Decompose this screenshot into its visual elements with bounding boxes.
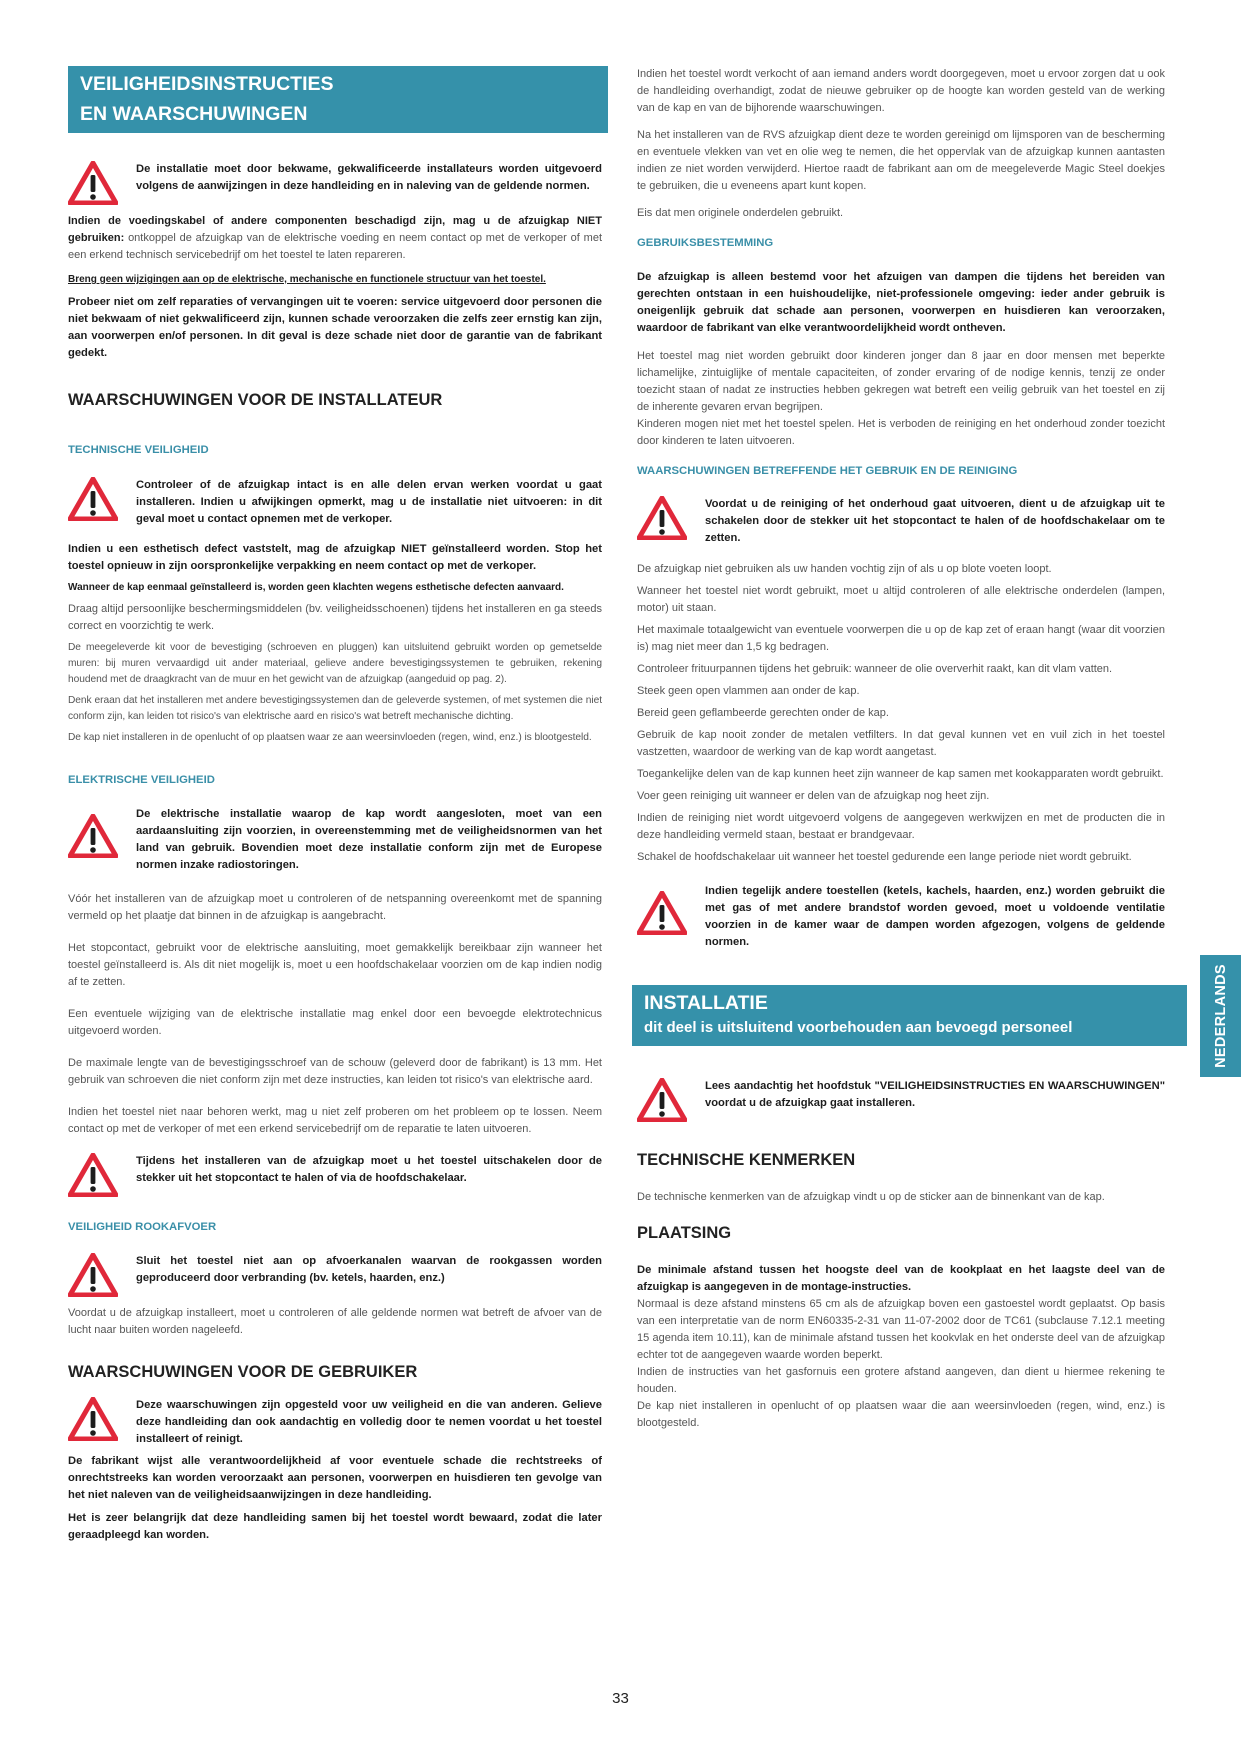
warning-check-intact-text: Controleer of de afzuigkap intact is en alle delen ervan werken voordat u gaat installeren. Indien u afwijkingen opmerkt, mag u de installatie niet uitvoeren: in dit geval moet u contact opnemen met de verkoper.	[136, 479, 602, 525]
power-cable-paragraph	[68, 213, 602, 264]
children-text: Het toestel mag niet worden gebruikt door kinderen jonger dan 8 jaar en door mensen met beperkte lichamelijke, zintuiglijke of mentale capaciteiten, of zonder ervaring of de nodige kennis, tenzij ze onder toezicht staan of nadat ze instructies hebben gekregen wat betreft een veilig gebruik van het toestel en zij de inherente gevaren ervan begrijpen.	[637, 350, 1165, 413]
installer-heading: WAARSCHUWINGEN VOOR DE INSTALLATEUR	[68, 391, 443, 409]
sold-on-text: Indien het toestel wordt verkocht of aan iemand anders wordt doorgegeven, moet u ervoor zorgen dat u ook de handleiding overhandigt, zodat de nieuwe gebruiker op de hoogte kan worden gesteld van de werking van de kap en van de bijhorende waarschuwingen.	[637, 68, 1165, 114]
aesthetic-defect-text: Indien u een esthetisch defect vaststelt, mag de afzuigkap NIET geïnstalleerd worden. Stop het toestel opnieuw in zijn oorspronkelijke verpakking en neem contact op met de verkoper.	[68, 543, 602, 572]
technical-features-heading: TECHNISCHE KENMERKEN	[637, 1151, 856, 1169]
intended-use-heading: GEBRUIKSBESTEMMING	[637, 237, 774, 249]
no-complaints-text: Wanneer de kap eenmaal geïnstalleerd is, worden geen klachten wegens esthetische defecten aanvaard.	[68, 582, 564, 593]
hot-parts-text: Toegankelijke delen van de kap kunnen heet zijn wanneer de kap samen met kookapparaten wordt gebruikt.	[637, 768, 1164, 780]
warning-triangle-icon	[637, 1078, 693, 1122]
keep-manual-text: Het is zeer belangrijk dat deze handleiding samen bij het toestel wordt bewaard, zodat die later geraadpleegd kan worden.	[68, 1512, 602, 1541]
placement-gas-text: Indien de instructies van het gasfornuis een grotere afstand aangeven, dan dient u hiermee rekening te houden.	[637, 1366, 1165, 1395]
warning-block-gas	[637, 883, 1165, 951]
screw-length-text: De maximale lengte van de bevestigingsschroef van de schouw (geleverd door de fabrikant) is 13 mm. Het gebruik van schroeven die niet conform zijn met deze instructies, kan leiden tot risico's van elektrische aard.	[68, 1057, 602, 1086]
other-systems-text: Denk eraan dat het installeren met andere bevestigingssystemen dan de geleverde systemen, of met systemen die niet conform zijn, kan leiden tot risico's van elektrische aard en risico's wat betreft mechanische dichting.	[68, 695, 602, 722]
intended-use-text: De afzuigkap is alleen bestemd voor het afzuigen van dampen die tijdens het bereiden van gerechten ontstaan in een huishoudelijke, niet-professionele omgeving: ieder ander gebruik is oneigenlijk gebruik dat schade aan personen, voorwerpen en huisdieren kan veroorzaken, waardoor de fabrikant van elke verantwoordelijkheid wordt ontheven.	[637, 271, 1165, 334]
warning-gas-text: Indien tegelijk andere toestellen (ketels, kachels, haarden, enz.) worden gebruikt die met gas of met andere brandstof worden gevoed, moet u voldoende ventilatie voorzien in de kamer waar de dampen worden afgezogen, volgens de geldende normen.	[705, 885, 1165, 948]
warning-triangle-icon	[637, 496, 693, 540]
safety-instructions-banner	[68, 66, 608, 133]
no-modifications-text: Breng geen wijzigingen aan op de elektrische, mechanische en functionele structuur van het toestel.	[68, 274, 546, 285]
max-weight-text: Het maximale totaalgewicht van eventuele voorwerpen die u op de kap zet of eraan hangt (waar dit voorzien is) mag niet meer dan 1,5 kg bedragen.	[637, 624, 1165, 653]
placement-bold-text: De minimale afstand tussen het hoogste deel van de kookplaat en het laagste deel van de afzuigkap is aangegeven in de montage-instructies.	[637, 1264, 1165, 1293]
warning-triangle-icon	[68, 1153, 124, 1197]
warning-electrical-text: De elektrische installatie waarop de kap wordt aangesloten, moet van een aardaansluiting zijn voorzien, in overeenstemming met de veiligheidsnormen van het land van gebruik. Bovendien moet deze installatie conform zijn met de Europese normen inzake radiostoringen.	[136, 808, 602, 871]
right-column	[637, 66, 1165, 1432]
warning-block-electrical	[68, 806, 602, 874]
check-parts-text: Wanneer het toestel niet wordt gebruikt, moet u altijd controleren of alle elektrische onderdelen (lampen, motor) uit staan.	[637, 585, 1165, 614]
warning-user-text: Deze waarschuwingen zijn opgesteld voor uw veiligheid en die van anderen. Gelieve deze handleiding dan ook aandachtig en volledig door te nemen voordat u het toestel installeert of reinigt.	[136, 1399, 602, 1445]
liability-text: De fabrikant wijst alle verantwoordelijkheid af voor eventuele schade die rechtstreeks of onrechtstreeks kan worden veroorzaakt aan personen, voorwerpen en huisdieren ten gevolge van het niet naleven van de veiligheidsaanwijzingen in deze handleiding.	[68, 1455, 602, 1501]
socket-text: Het stopcontact, gebruikt voor de elektrische aansluiting, moet gemakkelijk bereikbaar zijn wanneer het toestel geïnstalleerd is. Als dit niet mogelijk is, moet u een hoofdschakelaar voorzien om de kap indien nodig af te zetten.	[68, 942, 602, 988]
voltage-check-text: Vóór het installeren van de afzuigkap moet u controleren of de netspanning overeenkomt met de spanning vermeld op het plaatje dat binnen in de afzuigkap is aangebracht.	[68, 893, 602, 922]
technical-features-text: De technische kenmerken van de afzuigkap vindt u op de sticker aan de binnenkant van de kap.	[637, 1191, 1105, 1203]
technical-safety-heading: TECHNISCHE VEILIGHEID	[68, 444, 209, 456]
air-exhaust-text: Voordat u de afzuigkap installeert, moet u controleren of alle geldende normen wat betreft de afvoer van de lucht naar buiten worden nageleefd.	[68, 1307, 602, 1336]
warning-triangle-icon	[68, 806, 124, 858]
main-switch-text: Schakel de hoofdschakelaar uit wanneer het toestel gedurende een lange periode niet wordt gebruikt.	[637, 851, 1132, 863]
warning-smoke-text: Sluit het toestel niet aan op afvoerkanalen waarvan de rookgassen worden geproduceerd door verbranding (bv. ketels, haarden, enz.)	[136, 1255, 602, 1284]
warning-triangle-icon	[68, 1253, 124, 1297]
wet-hands-text: De afzuigkap niet gebruiken als uw handen vochtig zijn of als u op blote voeten loopt.	[637, 563, 1052, 575]
malfunction-text: Indien het toestel niet naar behoren werkt, mag u niet zelf proberen om het probleem op te lossen. Neem contact op met de verkoper of met een erkend servicebedrijf om de reparatie te laten uitvoeren.	[68, 1106, 602, 1135]
safety-title-line1: VEILIGHEIDSINSTRUCTIES	[80, 73, 334, 95]
fire-risk-text: Indien de reiniging niet wordt uitgevoerd volgens de aangegeven werkwijzen en met de producten die in deze handleiding vermeld staan, bestaat er brandgevaar.	[637, 812, 1165, 841]
warning-cleaning-text: Voordat u de reiniging of het onderhoud gaat uitvoeren, dient u de afzuigkap uit te schakelen door de stekker uit het stopcontact te halen of de hoofdschakelaar om te zetten.	[705, 498, 1165, 544]
warning-disconnect-text: Tijdens het installeren van de afzuigkap moet u het toestel uitschakelen door de stekker uit het stopcontact te halen of via de hoofdschakelaar.	[136, 1155, 602, 1184]
installation-subtitle: dit deel is uitsluitend voorbehouden aan bevoegd personeel	[644, 1019, 1073, 1036]
warning-triangle-icon	[68, 477, 124, 521]
protective-gear-text: Draag altijd persoonlijke beschermingsmiddelen (bv. veiligheidsschoenen) tijdens het installeren en ga steeds correct en voorzichtig te werk.	[68, 603, 602, 632]
no-flames-text: Steek geen open vlammen aan onder de kap.	[637, 685, 860, 697]
warning-triangle-icon	[68, 161, 124, 205]
power-cable-rest: ontkoppel de afzuigkap van de elektrische voeding en neem contact op met de verkoper of met een erkend technisch servicebedrijf om het toestel te laten repareren.	[68, 232, 602, 261]
fryers-text: Controleer frituurpannen tijdens het gebruik: wanneer de olie oververhit raakt, kan dit vlam vatten.	[637, 663, 1113, 675]
electrical-modification-text: Een eventuele wijziging van de elektrische installatie mag enkel door een bevoegde elektrotechnicus uitgevoerd worden.	[68, 1008, 602, 1037]
left-column	[68, 66, 602, 1544]
outdoor-text: De kap niet installeren in de openlucht of op plaatsen waar ze aan weersinvloeden (regen, wind, enz.) is blootgesteld.	[68, 732, 592, 743]
hot-cleaning-text: Voer geen reiniging uit wanneer er delen van de afzuigkap nog heet zijn.	[637, 790, 990, 802]
no-filters-text: Gebruik de kap nooit zonder de metalen vetfilters. In dat geval kunnen vet en vuil zich in het toestel vastzetten, waardoor de werking van de kap wordt aangetast.	[637, 729, 1165, 758]
warning-block-smoke	[68, 1253, 602, 1297]
warning-intro-text: De installatie moet door bekwame, gekwalificeerde installateurs worden uitgevoerd volgens de aanwijzingen in deze handleiding en in naleving van de geldende normen.	[136, 163, 602, 192]
stainless-cleaning-text: Na het installeren van de RVS afzuigkap dient deze te worden gereinigd om lijmsporen van de bescherming en eventuele vlekken van vet en olie weg te nemen, die het oppervlak van de afzuigkap kunnen aantasten indien ze niet worden verwijderd. Hiertoe raadt de fabrikant aan om de meegeleverde Magic Steel doekjes te gebruiken, die u eveneens apart kunt kopen.	[637, 129, 1165, 192]
no-flambe-text: Bereid geen geflambeerde gerechten onder de kap.	[637, 707, 889, 719]
warning-triangle-icon	[68, 1397, 124, 1441]
electrical-safety-heading: ELEKTRISCHE VEILIGHEID	[68, 774, 215, 786]
smoke-safety-heading: VEILIGHEID ROOKAFVOER	[68, 1221, 217, 1233]
language-side-tab	[1200, 955, 1241, 1077]
warning-block-check-intact	[68, 477, 602, 528]
warning-block-disconnect	[68, 1153, 602, 1197]
warning-block-read	[637, 1078, 1165, 1122]
page-number: 33	[612, 1690, 629, 1707]
installation-banner	[632, 985, 1187, 1046]
placement-text: Normaal is deze afstand minstens 65 cm als de afzuigkap boven een gastoestel wordt geplaatst. Op basis van een interpretatie van de norm EN60335-2-31 van 11-07-2002 door de TC61 (subclause 7.12.1 meeting 15 agenda item 10.11), kan de minimale afstand tussen het kookvlak en het onderste deel van de afzuigkap echter tot de aangegeven waarde worden beperkt.	[637, 1298, 1165, 1361]
warning-read-text: Lees aandachtig het hoofdstuk "VEILIGHEIDSINSTRUCTIES EN WAARSCHUWINGEN" voordat u de afzuigkap gaat installeren.	[705, 1080, 1165, 1109]
warning-block-cleaning	[637, 496, 1165, 547]
original-parts-text: Eis dat men originele onderdelen gebruikt.	[637, 207, 844, 219]
placement-heading: PLAATSING	[637, 1224, 732, 1242]
use-cleaning-heading: WAARSCHUWINGEN BETREFFENDE HET GEBRUIK EN DE REINIGING	[637, 465, 1018, 477]
language-label: NEDERLANDS	[1212, 964, 1229, 1068]
installation-title: INSTALLATIE	[644, 992, 768, 1014]
user-warnings-heading: WAARSCHUWINGEN VOOR DE GEBRUIKER	[68, 1363, 418, 1381]
warning-triangle-icon	[637, 883, 693, 935]
power-cable-bold: Indien de voedingskabel of andere componenten beschadigd zijn, mag u de afzuigkap NIET gebruiken:	[68, 215, 602, 244]
warning-block-user	[68, 1397, 602, 1448]
warning-block-intro	[68, 161, 602, 205]
mounting-kit-text: De meegeleverde kit voor de bevestiging (schroeven en pluggen) kan uitsluitend gebruikt worden op gemetselde muren: bij muren vervaardigd uit ander materiaal, gelieve andere bevestigingssystemen te gebruiken, rekening houdend met de draagkracht van de muur en het gewicht van de afzuigkap (aangeduid op pag. 2).	[68, 642, 602, 685]
children-play-text: Kinderen mogen niet met het toestel spelen. Het is verboden de reiniging en het onderhoud zonder toezicht door kinderen te laten uitvoeren.	[637, 418, 1165, 447]
no-repairs-text: Probeer niet om zelf reparaties of vervangingen uit te voeren: service uitgevoerd door personen die niet bekwaam of niet gekwalificeerd zijn, kunnen schade veroorzaken die zelfs zeer ernstig kan zijn, aan voorwerpen en/of personen. In dit geval is deze schade niet door de garantie van de fabrikant gedekt.	[68, 296, 602, 359]
safety-title-line2: EN WAARSCHUWINGEN	[80, 103, 308, 125]
placement-outdoor-text: De kap niet installeren in openlucht of op plaatsen waar die aan weersinvloeden (regen, wind, enz.) is blootgesteld.	[637, 1400, 1165, 1429]
